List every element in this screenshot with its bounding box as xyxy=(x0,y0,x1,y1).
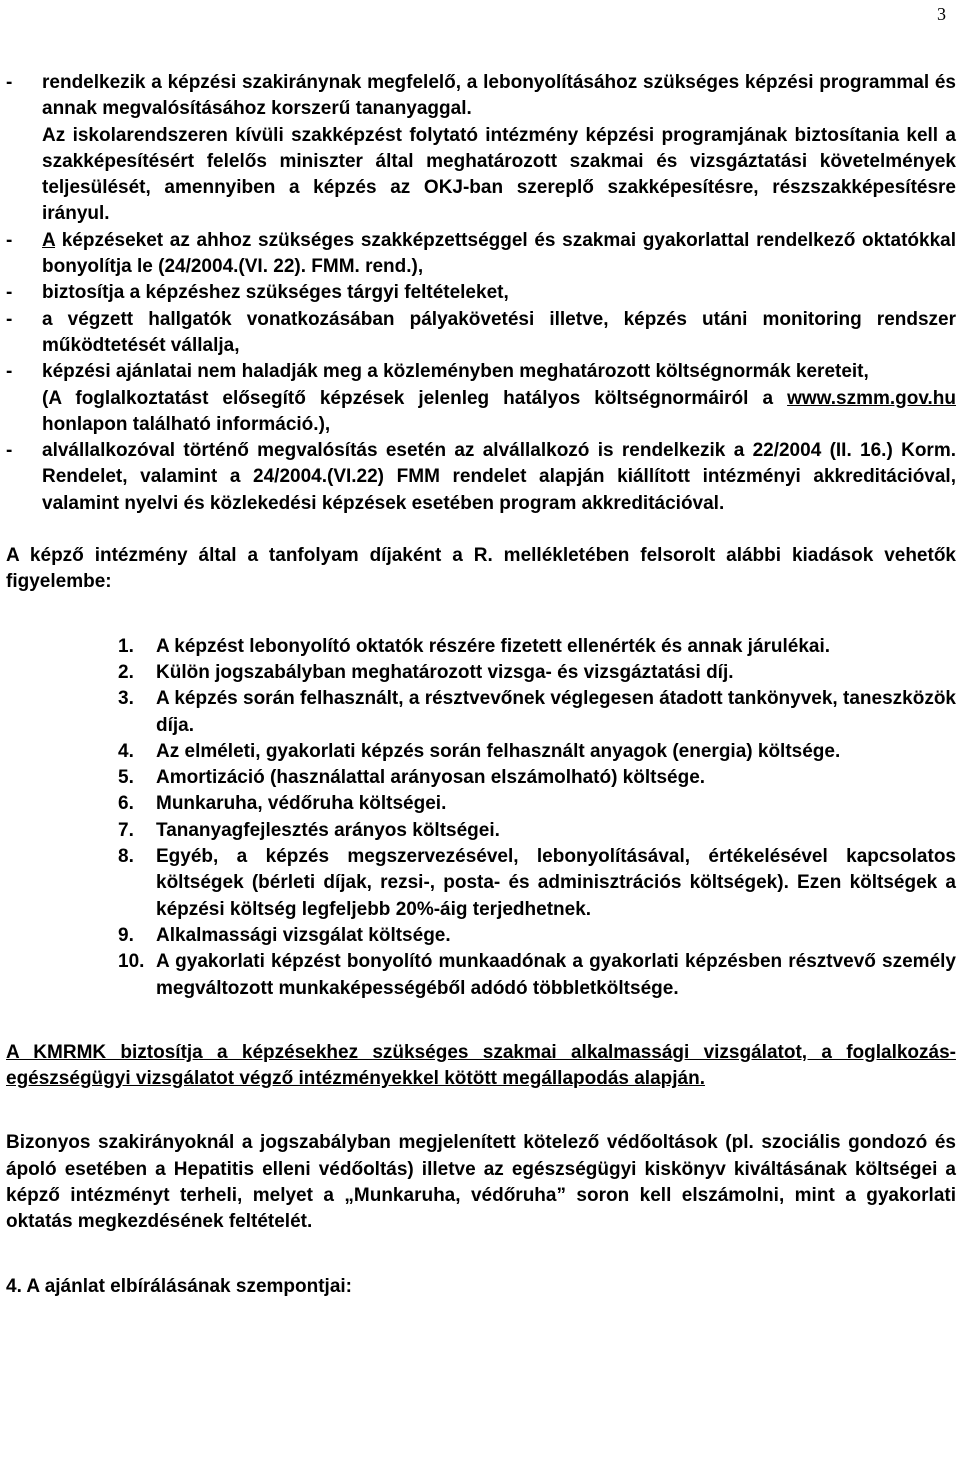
bullet-item xyxy=(6,307,956,360)
list-item-text: A gyakorlati képzést bonyolító munkaadónak a gyakorlati képzésben résztvevő személy megváltozott munkaképességéből adódó többletköltsége. xyxy=(156,951,956,999)
bullet-text-rest: képzéseket az ahhoz szükséges szakképzettséggel és szakmai gyakorlattal rendelkező oktatókkal bonyolítja le (24/2004.(VI. 22). FMM. rend.), xyxy=(42,229,956,278)
list-item-number: 7. xyxy=(118,819,134,841)
list-item-text: A képzést lebonyolító oktatók részére fizetett ellenérték és annak járulékai. xyxy=(156,635,831,657)
bullet-dash: - xyxy=(6,72,13,93)
bullet-item xyxy=(6,438,956,517)
bullet-item xyxy=(6,228,956,281)
bullet-dash: - xyxy=(6,308,13,330)
list-item-text: Az elméleti, gyakorlati képzés során felhasznált anyagok (energia) költsége. xyxy=(156,740,841,762)
paragraph-program-requirements: Az iskolarendszeren kívüli szakképzést folytató intézmény képzési programjának biztosítania kell a szakképesítésért felelős miniszter által meghatározott szakmai és vizsgáztatási követelmények teljesülését, amennyiben a képzés az OKJ-ban szereplő szakképesítésre, részszakképesítésre irányul. xyxy=(42,124,956,225)
document-body xyxy=(6,70,956,1300)
list-item-number: 10. xyxy=(118,951,145,973)
list-item-number: 9. xyxy=(118,924,134,946)
list-item xyxy=(118,739,956,765)
list-item-number: 2. xyxy=(118,661,134,683)
bullet-dash: - xyxy=(6,361,13,383)
list-item xyxy=(118,765,956,791)
cost-norm-note-text: (A foglalkoztatást elősegítő képzések jelenleg hatályos költségnormáiról a xyxy=(42,387,788,409)
bullet-text: rendelkezik a képzési szakiránynak megfelelő, a lebonyolításához szükséges képzési programmal és annak megvalósításához korszerű tananyaggal. xyxy=(42,72,956,120)
list-item-text: Tananyagfejlesztés arányos költségei. xyxy=(156,819,500,841)
bullet-item xyxy=(6,359,956,385)
list-item-text: Külön jogszabályban meghatározott vizsga- és vizsgáztatási díj. xyxy=(156,661,734,683)
bullet-dash: - xyxy=(6,282,13,304)
bullet-dash: - xyxy=(6,440,13,462)
bullet-text: képzési ajánlatai nem haladják meg a közleményben meghatározott költségnormák kereteit, xyxy=(42,361,869,383)
bullet-text: a végzett hallgatók vonatkozásában pályakövetési illetve, képzés utáni monitoring rendszer működtetését vállalja, xyxy=(42,308,956,356)
list-item xyxy=(118,949,956,1002)
list-item-text: Munkaruha, védőruha költségei. xyxy=(156,793,447,815)
list-item xyxy=(118,844,956,923)
list-item-text: Amortizáció (használattal arányosan elszámolható) költsége. xyxy=(156,767,706,789)
list-item xyxy=(118,923,956,949)
bullet-text: alvállalkozóval történő megvalósítás esetén az alvállalkozó is rendelkezik a 22/2004 (II. 16.) Korm. Rendelet, valamint a 24/2004.(VI.22) FMM rendelet alapján kiállított intézményi akkreditációval, valamint nyelvi és közlekedési képzések esetében program akkreditációval. xyxy=(42,440,956,514)
list-item xyxy=(118,686,956,739)
ministry-website-link[interactable]: www.szmm.gov.hu xyxy=(787,387,956,409)
list-item-number: 3. xyxy=(118,688,134,710)
bullet-dash: - xyxy=(6,229,13,251)
paragraph-vaccinations: Bizonyos szakirányoknál a jogszabályban megjelenített kötelező védőoltások (pl. szociális gondozó és ápoló esetében a Hepatitis elleni védőoltás) illetve az egészségügyi kiskönyv kiváltásának költségei a képző intézményt terheli, melyet a „Munkaruha, védőruha” soron kell elszámolni, mint a gyakorlati oktatás megkezdésének feltételét. xyxy=(6,1132,956,1233)
bullet-text: biztosítja a képzéshez szükséges tárgyi feltételeket, xyxy=(42,282,509,304)
cost-norm-note-tail: honlapon található információ.), xyxy=(42,413,331,435)
paragraph-eligible-costs-intro: A képző intézmény által a tanfolyam díjaként a R. mellékletében felsorolt alábbi kiadások vehetők figyelembe: xyxy=(6,545,956,593)
list-item-number: 8. xyxy=(118,846,134,868)
list-item-number: 4. xyxy=(118,740,134,762)
bullet-item xyxy=(6,70,956,123)
underlined-prefix: A xyxy=(42,229,56,251)
list-item xyxy=(118,634,956,660)
paragraph-kmrmk-aptitude-test: A KMRMK biztosítja a képzésekhez szükséges szakmai alkalmassági vizsgálatot, a foglalkozás-egészségügyi vizsgálatot végző intézményekkel kötött megállapodás alapján. xyxy=(6,1041,956,1090)
list-item-text: A képzés során felhasznált, a résztvevőnek véglegesen átadott tankönyvek, taneszközök díja. xyxy=(156,688,956,736)
list-item-number: 5. xyxy=(118,767,134,789)
page-number: 3 xyxy=(937,4,946,24)
list-item-text: Egyéb, a képzés megszervezésével, lebonyolításával, értékelésével kapcsolatos költségek (bérleti díjak, rezsi-, posta- és adminisztrációs költségek). Ezen költségek a képzési költség legfeljebb 20%-áig terjedhetnek. xyxy=(156,846,956,920)
cost-items-list xyxy=(118,634,956,1002)
bullet-text xyxy=(42,228,956,281)
list-item-text: Alkalmassági vizsgálat költsége. xyxy=(156,924,451,946)
cost-norm-note xyxy=(42,386,956,439)
list-item xyxy=(118,660,956,686)
list-item-number: 1. xyxy=(118,635,134,657)
list-item xyxy=(118,818,956,844)
bullet-item xyxy=(6,280,956,306)
list-item-number: 6. xyxy=(118,793,134,815)
list-item xyxy=(118,791,956,817)
section-heading: 4. A ajánlat elbírálásának szempontjai: xyxy=(6,1275,352,1297)
